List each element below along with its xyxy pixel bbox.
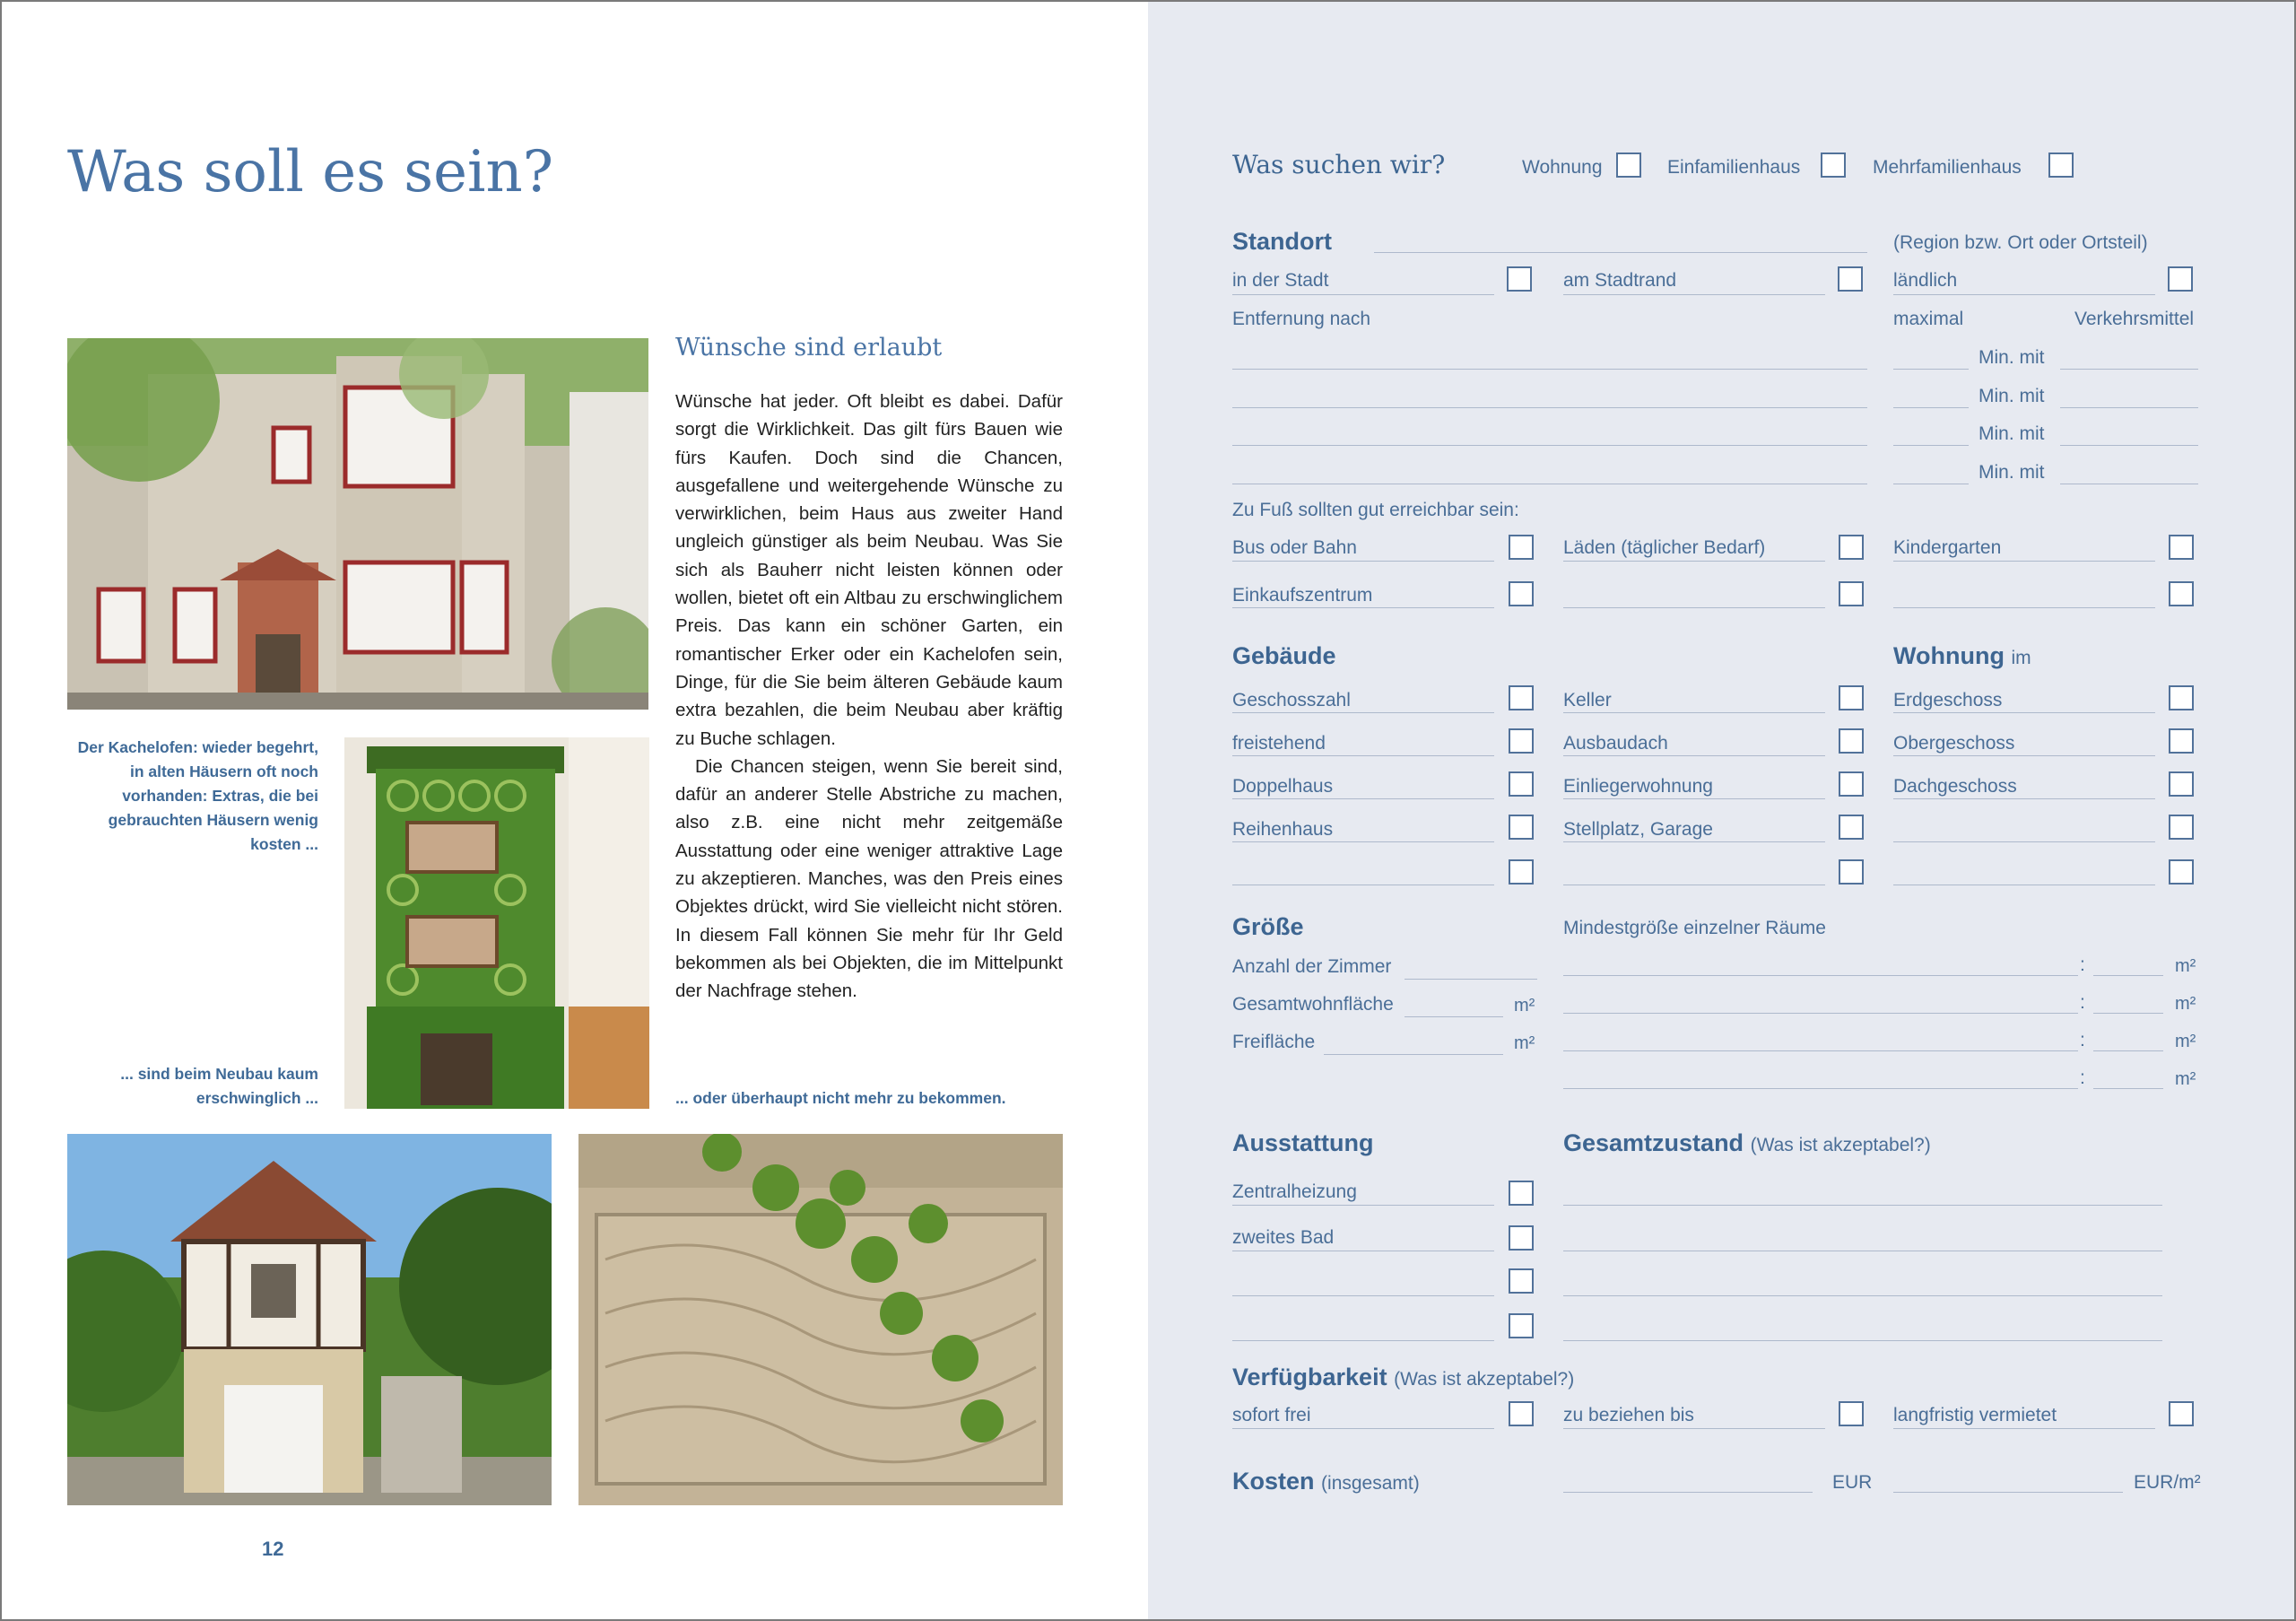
option-zu-beziehen-bis: zu beziehen bis [1563,1405,1694,1425]
option-reihenhaus: Reihenhaus [1232,819,1334,840]
ausstattung-blank-line-2[interactable] [1232,1340,1494,1341]
room-name-line-2[interactable] [1563,1013,2078,1014]
option-sofort-frei: sofort frei [1232,1405,1311,1425]
option-am-stadtrand: am Stadtrand [1563,270,1677,291]
label-gesamtwohnflaeche: Gesamtwohnfläche [1232,994,1394,1015]
checkbox-zentralheizung[interactable] [1509,1181,1534,1206]
room-name-line-3[interactable] [1563,1050,2078,1051]
option-doppelhaus: Doppelhaus [1232,776,1334,797]
type-checkbox-einfamilienhaus[interactable] [1821,153,1846,178]
label-entfernung-nach: Entfernung nach [1232,309,1371,329]
transport-line-2[interactable] [2060,407,2198,408]
einliegerwohnung-line [1563,798,1825,799]
page-number: 12 [262,1538,284,1560]
unit-m2-room-4: m² [2175,1069,2196,1089]
checkbox-erdgeschoss[interactable] [2169,685,2194,710]
erdgeschoss-line [1893,712,2155,713]
kosten-note: (insgesamt) [1321,1473,1420,1494]
kindergarten-line [1893,561,2155,562]
checkbox-fuss-blank-2[interactable] [1839,581,1864,606]
option-zweites-bad: zweites Bad [1232,1227,1335,1248]
checkbox-ausstattung-blank-1[interactable] [1509,1268,1534,1294]
checkbox-einkaufszentrum[interactable] [1509,581,1534,606]
sofort-frei-line [1232,1428,1494,1429]
obergeschoss-line [1893,755,2155,756]
checkbox-laeden[interactable] [1839,535,1864,560]
checkbox-reihenhaus[interactable] [1509,815,1534,840]
caption-stove: Der Kachelofen: wieder begehrt, in alten Häusern oft noch vorhanden: Extras, die bei gebrauchten Häusern wenig kosten ... [77,738,318,853]
fuss-blank-line-2[interactable] [1563,607,1825,608]
wohnung-suffix: im [2011,648,2031,668]
checkbox-zweites-bad[interactable] [1509,1225,1534,1251]
minutes-line-2[interactable] [1893,407,1969,408]
geschosszahl-line [1232,712,1494,713]
option-einliegerwohnung: Einliegerwohnung [1563,776,1713,797]
zustand-line-4[interactable] [1563,1340,2162,1341]
checkbox-fuss-blank-3[interactable] [2169,581,2194,606]
label-mindestgroesse: Mindestgröße einzelner Räume [1563,918,1826,938]
anzahl-zimmer-line[interactable] [1405,979,1537,980]
checkbox-am-stadtrand[interactable] [1838,266,1863,292]
label-verkehrsmittel: Verkehrsmittel [2074,309,2195,329]
option-ausbaudach: Ausbaudach [1563,733,1668,754]
ausstattung-blank-line-1[interactable] [1232,1295,1494,1296]
room-size-line-2[interactable] [2093,1013,2163,1014]
colon-4: : [2080,1068,2085,1088]
section-gesamtzustand [1563,1129,1931,1157]
label-min-mit-4: Min. mit [1979,462,2045,483]
minutes-line-3[interactable] [1893,445,1969,446]
standort-note: (Region bzw. Ort oder Ortsteil) [1893,232,2148,253]
freistehend-line [1232,755,1494,756]
kosten-eur-m2-line[interactable] [1893,1492,2123,1493]
checkbox-gebaeude-blank-2[interactable] [1839,859,1864,885]
wohnung-heading: Wohnung [1893,642,2005,669]
type-label-wohnung: Wohnung [1522,157,1603,178]
colon-3: : [2080,1030,2085,1050]
type-label-einfamilienhaus: Einfamilienhaus [1667,157,1801,178]
photo-tiled-stove [344,737,649,1109]
option-dachgeschoss: Dachgeschoss [1893,776,2017,797]
option-freistehend: freistehend [1232,733,1326,754]
unit-m2-room-1: m² [2175,956,2196,976]
page-title: Was soll es sein? [67,139,553,205]
bus-line [1232,561,1494,562]
kosten-eur-line[interactable] [1563,1492,1813,1493]
option-in-der-stadt: in der Stadt [1232,270,1329,291]
option-keller: Keller [1563,690,1612,710]
entfernung-line-1[interactable] [1232,369,1867,370]
checkbox-gebaeude-blank-1[interactable] [1509,859,1534,885]
checkbox-einliegerwohnung[interactable] [1839,771,1864,797]
transport-line-1[interactable] [2060,369,2198,370]
photo-half-timbered-house [67,1134,552,1505]
transport-line-3[interactable] [2060,445,2198,446]
verfuegbarkeit-note: (Was ist akzeptabel?) [1394,1369,1575,1390]
stellplatz-line [1563,841,1825,842]
laendlich-line [1893,294,2155,295]
unit-m2-room-3: m² [2175,1032,2196,1051]
dachgeschoss-line [1893,798,2155,799]
option-geschosszahl: Geschosszahl [1232,690,1351,710]
caption-unavailable: ... oder überhaupt nicht mehr zu bekommen. [675,1089,1006,1107]
fuss-blank-line-3[interactable] [1893,607,2155,608]
minutes-line-1[interactable] [1893,369,1969,370]
label-min-mit-2: Min. mit [1979,386,2045,406]
option-erdgeschoss: Erdgeschoss [1893,690,2003,710]
label-freiflaeche: Freifläche [1232,1032,1316,1052]
section-subheading: Wünsche sind erlaubt [675,334,943,362]
gesamtzustand-heading: Gesamtzustand [1563,1129,1744,1156]
checkbox-zu-beziehen-bis[interactable] [1839,1401,1864,1426]
langfristig-line [1893,1428,2155,1429]
zustand-line-3[interactable] [1563,1295,2162,1296]
option-bus-oder-bahn: Bus oder Bahn [1232,537,1357,558]
checkbox-dachgeschoss[interactable] [2169,771,2194,797]
option-zentralheizung: Zentralheizung [1232,1181,1357,1202]
label-anzahl-zimmer: Anzahl der Zimmer [1232,956,1392,977]
option-laeden: Läden (täglicher Bedarf) [1563,537,1766,558]
room-size-line-3[interactable] [2093,1050,2163,1051]
caption-new-build: ... sind beim Neubau kaum erschwinglich ... [120,1065,318,1107]
room-size-line-4[interactable] [2093,1088,2163,1089]
type-checkbox-wohnung[interactable] [1616,153,1641,178]
reihenhaus-line [1232,841,1494,842]
einkaufszentrum-line [1232,607,1494,608]
label-zu-fuss: Zu Fuß sollten gut erreichbar sein: [1232,500,1519,520]
room-name-line-1[interactable] [1563,975,2078,976]
unit-eur: EUR [1832,1472,1873,1493]
gesamtwohnflaeche-line[interactable] [1405,1016,1503,1017]
checkbox-sofort-frei[interactable] [1509,1401,1534,1426]
colon-2: : [2080,992,2085,1013]
option-obergeschoss: Obergeschoss [1893,733,2015,754]
unit-m2-gesamt: m² [1514,996,1535,1015]
section-standort: Standort [1232,228,1332,255]
checkbox-wohnung-blank-2[interactable] [2169,859,2194,885]
checkbox-ausstattung-blank-2[interactable] [1509,1313,1534,1338]
type-label-mehrfamilienhaus: Mehrfamilienhaus [1873,157,2022,178]
standort-input-line[interactable] [1374,252,1867,253]
form-title: Was suchen wir? [1232,150,1446,179]
section-verfuegbarkeit [1232,1364,1574,1391]
option-einkaufszentrum: Einkaufszentrum [1232,585,1373,606]
checkbox-in-der-stadt[interactable] [1507,266,1532,292]
checkbox-stellplatz-garage[interactable] [1839,815,1864,840]
option-kindergarten: Kindergarten [1893,537,2002,558]
room-size-line-1[interactable] [2093,975,2163,976]
entfernung-line-3[interactable] [1232,445,1867,446]
checkbox-freistehend[interactable] [1509,728,1534,754]
unit-m2-room-2: m² [2175,994,2196,1014]
freiflaeche-line[interactable] [1324,1054,1503,1055]
option-langfristig-vermietet: langfristig vermietet [1893,1405,2057,1425]
checkbox-langfristig-vermietet[interactable] [2169,1401,2194,1426]
article-paragraph-1: Wünsche hat jeder. Oft bleibt es dabei. Dafür sorgt die Wirklichkeit. Das gilt fürs Bauen wie fürs Kaufen. Doch sind die Chancen, ausgefallene und weitergehende Wünsche zu verwirklichen, beim Haus aus zweiter Hand ungleich günstiger als beim Neubau. Was Sie sich als Bauherr nicht leisten können oder wollen, bietet oft ein Altbau zu erschwinglichem Preis. Das kann ein schöner Garten, ein romantischer Erker oder ein Kachelofen sein, Dinge, für die Sie beim älteren Gebäude kaum extra bezahlen, die beim Neubau aber kräftig zu Buche schlagen. [675,391,1063,749]
zustand-line-1[interactable] [1563,1205,2162,1206]
label-min-mit-3: Min. mit [1979,423,2045,444]
checkbox-obergeschoss[interactable] [2169,728,2194,754]
gesamtzustand-note: (Was ist akzeptabel?) [1750,1135,1931,1155]
checkbox-doppelhaus[interactable] [1509,771,1534,797]
checkbox-ausbaudach[interactable] [1839,728,1864,754]
am-stadtrand-line [1563,294,1825,295]
type-checkbox-mehrfamilienhaus[interactable] [2048,153,2074,178]
option-laendlich: ländlich [1893,270,1958,291]
checkbox-kindergarten[interactable] [2169,535,2194,560]
keller-line [1563,712,1825,713]
in-der-stadt-line [1232,294,1494,295]
section-gebaeude: Gebäude [1232,642,1336,669]
checkbox-geschosszahl[interactable] [1509,685,1534,710]
checkbox-bus-oder-bahn[interactable] [1509,535,1534,560]
entfernung-line-2[interactable] [1232,407,1867,408]
label-min-mit-1: Min. mit [1979,347,2045,368]
section-wohnung [1893,642,2031,670]
article-paragraph-2: Die Chancen steigen, wenn Sie bereit sind, dafür an anderer Stelle Abstriche zu machen, also z.B. eine nicht mehr zeitgemäße Ausstattung oder eine weniger attraktive Lage zu akzeptieren. Manches, was den Preis eines Objektes drückt, wird Sie vielleicht nicht stören. In diesem Fall können Sie mehr für Ihr Geld bekommen als bei Objekten, die im Mittelpunkt der Nachfrage stehen. [675,755,1063,1002]
photo-villa-facade [67,338,648,710]
zu-beziehen-line[interactable] [1563,1428,1825,1429]
verfuegbarkeit-heading: Verfügbarkeit [1232,1364,1387,1390]
label-maximal: maximal [1893,309,1964,329]
doppelhaus-line [1232,798,1494,799]
option-stellplatz-garage: Stellplatz, Garage [1563,819,1713,840]
ausbaudach-line [1563,755,1825,756]
section-ausstattung: Ausstattung [1232,1129,1374,1156]
checkbox-wohnung-blank-1[interactable] [2169,815,2194,840]
checkbox-laendlich[interactable] [2168,266,2193,292]
photo-plaster-wall-ivy [578,1134,1063,1505]
section-groesse: Größe [1232,913,1304,940]
checkbox-keller[interactable] [1839,685,1864,710]
laeden-line [1563,561,1825,562]
room-name-line-4[interactable] [1563,1088,2078,1089]
article-body [675,388,1063,1006]
section-kosten [1232,1468,1420,1495]
kosten-heading: Kosten [1232,1468,1315,1495]
unit-eur-per-m2: EUR/m² [2134,1472,2201,1493]
colon-1: : [2080,954,2085,975]
unit-m2-frei: m² [1514,1033,1535,1053]
zentralheizung-line [1232,1205,1494,1206]
wohnung-blank-line-1[interactable] [1893,841,2155,842]
